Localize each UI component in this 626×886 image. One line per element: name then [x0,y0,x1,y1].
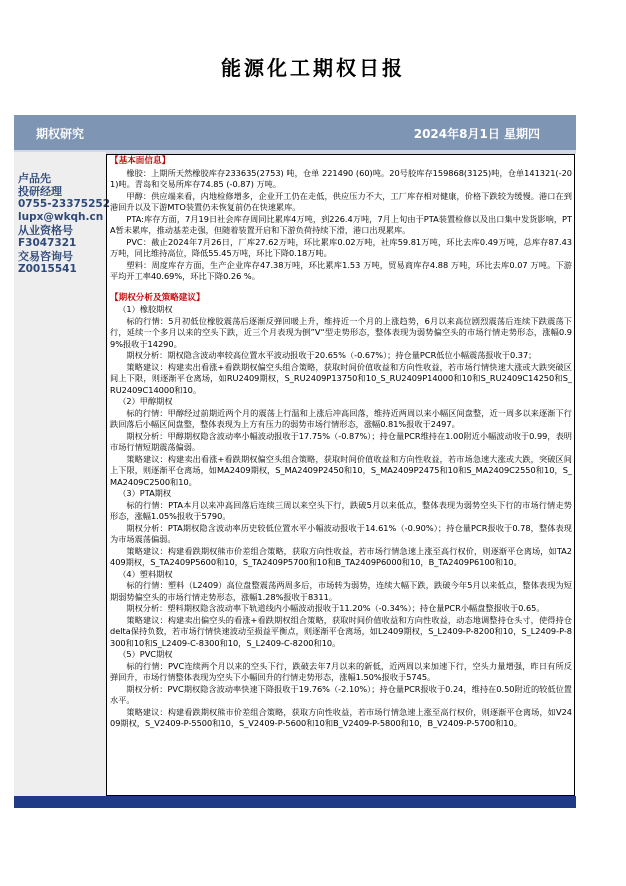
plastic-fundamentals: 塑料：周度库存方面，生产企业库存47.38万吨，环比累库1.53 万吨，贸易商库存4.88 万吨，环比去库0.07 万吨。下游平均开工率40.69%，环比下降0.26 %。 [110,259,572,281]
plastic-analysis: 期权分析：塑料期权隐含波动率下轨道线内小幅波动报收于11.20%（-0.34%）；持仓量PCR小幅盘整报收于0.65。 [126,603,545,613]
qualification-number: F3047321 [18,237,77,249]
header-banner [14,115,576,150]
rubber-option-title: （1）橡胶期权 [118,304,173,314]
rubber-trend: 标的行情：5月初低位橡胶震荡后逐渐反弹回暖上升，维持近一个月的上涨趋势，6月以来高位剧烈震荡后连续下跌震荡下行，延续一个多月以来的空头下跌，近三个月表现为倒”V“型走势形态，整体表现为弱势偏空头的市场行情走势形态，涨幅0.99%报收于14290。 [110,315,572,349]
pvc-fundamentals: PVC：截止2024年7月26日，厂库27.62万吨，环比累库0.02万吨，社库59.81万吨，环比去库0.49万吨，总库存87.43万吨，同比维持高位，降低55.45万吨，环比下降0.18万吨。 [110,236,572,258]
rubber-advice: 策略建议：构建卖出看涨+看跌期权偏空头组合策略，获取时间价值收益和方向性收益，若市场行情快速大涨或大跌突破区间上下限，则逐渐平仓离场，如RU2409期权，S_RU2409P13750和10_S_RU2409P14000和10和S_RU2409C14250和S_RU2409C14000和10。 [110,361,572,395]
pta-option-title: （3）PTA期权 [118,488,172,498]
consult-number: Z0015541 [18,263,77,275]
author-info [18,172,110,276]
rubber-fundamentals: 橡胶：上期所天然橡胶库存233635(2753) 吨，仓单 221490 (60)吨。20号胶库存159868(3125)吨，仓单141321(-201)吨。青岛和交易所库存74.85 (-0.87) 万吨。 [110,167,572,189]
rubber-analysis: 期权分析：期权隐含波动率较高位置水平波动报收于20.65%（-0.67%）；持仓量PCR低位小幅震荡报收于0.37； [126,350,537,360]
report-title: 能源化工期权日报 [221,56,405,80]
plastic-option-title: （4）塑料期权 [118,568,173,579]
methanol-option-title: （2）甲醇期权 [118,396,173,406]
footer-bar [14,796,576,808]
pvc-trend: 标的行情：PVC连续两个月以来的空头下行，跌破去年7月以来的新低，近两周以来加速下行，空头力量增强，昨日有所反弹回升，市场行情整体表现为空头下小幅回升的行情走势形态，涨幅1.50%报收于5745。 [110,660,572,682]
methanol-trend: 标的行情：甲醇经过前期近两个月的震荡上行温和上涨后冲高回落，维持近两周以来小幅区间盘整，近一周多以来逐渐下行跌回落后小幅区间盘整，整体表现为上方有压力的弱势市场行情形态，涨幅0.81%报收于2497。 [110,407,572,429]
pta-analysis: 期权分析：PTA期权隐含波动率历史较低位置水平小幅波动报收于14.61%（-0.90%）；持仓量PCR报收于0.78，整体表现为市场震荡偏弱。 [110,522,572,544]
pta-trend: 标的行情：PTA本月以来冲高回落后连续三周以来空头下行，跌破5月以来低点，整体表现为弱势空头下行的市场行情走势形态，涨幅1.05%报收于5790。 [110,499,572,521]
plastic-trend: 标的行情：塑料（L2409）高位盘整震荡两周多后，市场转为弱势，连续大幅下跌，跌破今年5月以来低点，整体表现为短期弱势偏空头的市场行情走势形态，涨幅1.28%报收于8311。 [110,580,572,602]
report-body [110,156,572,730]
methanol-fundamentals: 甲醇：供应端来看，内地检修增多，企业开工仍在走低，供应压力不大，工厂库存相对健康，价格下跌较为缓慢。港口在到港回升以及下游MTO装置仍未恢复前仍在快速累库。 [110,190,572,212]
author-email: lupx@wkqh.cn [18,211,104,223]
strategy-heading: 【期权分析及策略建议】 [110,292,205,303]
plastic-advice: 策略建议：构建卖出偏空头的看涨+看跌期权组合策略，获取时间价值收益和方向性收益，动态地调整持仓头寸，使得持仓delta保持负数，若市场行情快速波动至损益平衡点，则逐渐平仓离场，如L2409期权，S_L2409-P-8200和10，S_L2409-P-8300和10和S_L2409-C-8300和10，S_L2409-C-8200和10。 [110,614,572,648]
banner-section-label: 期权研究 [36,127,85,141]
author-role: 投研经理 [18,185,62,198]
qualification-label: 从业资格号 [18,224,73,237]
author-name: 卢品先 [18,172,51,185]
methanol-advice: 策略建议：构建卖出看涨+看跌期权偏空头组合策略，获取时间价值收益和方向性收益，若市场急速大涨或大跌，突破区间上下限，则逐渐平仓离场，如MA2409期权，S_MA2409P2450和10，S_MA2409P2475和10和S_MA2409C2550和10，S_MA2409C2500和10。 [110,453,572,487]
pvc-advice: 策略建议：构建看跌期权熊市价差组合策略，获取方向性收益，若市场行情急速上涨至高行权价，则逐渐平仓离场，如V2409期权，S_V2409-P-5500和10，S_V2409-P-5600和10和B_V2409-P-5800和10，B_V2409-P-5700和10。 [110,706,572,728]
pta-fundamentals: PTA:库存方面，7月19日社会库存周同比累库4万吨，到226.4万吨，7月上旬由于PTA装置检修以及出口集中发货影响，PTA暂未累库，推动基差走强，但随着装置开启和下游负荷持续下滑，港口出现累库。 [110,213,572,235]
consult-label: 交易咨询号 [18,250,73,263]
author-phone: 0755-23375252 [18,198,111,210]
banner-date: 2024年8月1日 星期四 [413,127,540,141]
pta-advice: 策略建议：构建看跌期权熊市价差组合策略，获取方向性收益，若市场行情急速上涨至高行权价，则逐渐平仓离场，如TA2409期权，S_TA2409P5600和10，S_TA2409P5700和10和B_TA2409P6000和10，B_TA2409P6100和10。 [110,545,572,567]
methanol-analysis: 期权分析：甲醇期权隐含波动率小幅波动报收于17.75%（-0.87%）；持仓量PCR维持在1.00附近小幅波动收于0.99，表明市场行情短期震荡偏弱。 [110,430,572,452]
fundamentals-heading: 【基本面信息】 [110,156,171,166]
pvc-analysis: 期权分析：PVC期权隐含波动率快速下降报收于19.76%（-2.10%）；持仓量PCR报收于0.24，维持在0.50附近的较低位置水平。 [110,683,572,705]
pvc-option-title: （5）PVC期权 [118,649,173,659]
